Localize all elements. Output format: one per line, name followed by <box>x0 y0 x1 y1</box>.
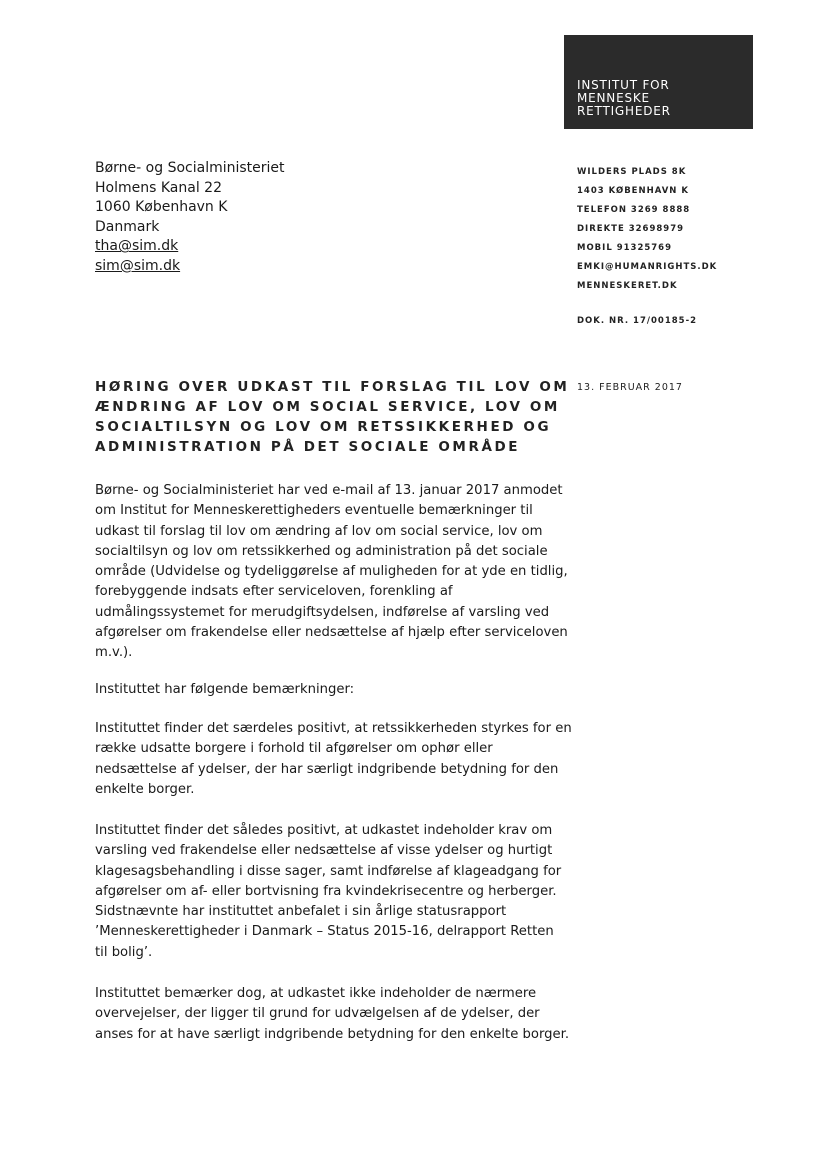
text-line: anses for at have særligt indgribende betydning for den enkelte borger. <box>95 1026 570 1042</box>
text-line: overvejelser, der ligger til grund for udvælgelsen af de ydelser, der <box>95 1006 540 1022</box>
sender-contact-info <box>577 163 717 296</box>
recipient-line: Danmark <box>95 218 160 235</box>
text-line: forebyggende indsats efter serviceloven, forenkling af <box>95 584 453 600</box>
text-line: Børne- og Socialministeriet har ved e-mail af 13. januar 2017 anmodet <box>95 483 563 498</box>
document-number: DOK. NR. 17/00185-2 <box>577 316 698 326</box>
text-line: varsling ved frakendelse eller nedsættelse af visse ydelser og hurtigt <box>95 843 553 859</box>
text-line: nedsættelse af ydelser, der har særligt indgribende betydning for den <box>95 761 559 777</box>
heading-line: SOCIALTILSYN OG LOV OM RETSSIKKERHED OG <box>95 419 552 435</box>
logo-line: RETTIGHEDER <box>577 104 671 118</box>
text-line: ’Menneskerettigheder i Danmark – Status 2015-16, delrapport Retten <box>95 924 554 940</box>
text-line: klagesagsbehandling i disse sager, samt indførelse af klageadgang for <box>95 863 562 879</box>
contact-line: WILDERS PLADS 8K <box>577 167 687 177</box>
heading-line: ÆNDRING AF LOV OM SOCIAL SERVICE, LOV OM <box>95 399 560 415</box>
recipient-line: Holmens Kanal 22 <box>95 179 222 196</box>
text-line: socialtilsyn og lov om retssikkerhed og administration på det sociale <box>95 543 548 559</box>
recipient-email-link[interactable]: sim@sim.dk <box>95 257 181 274</box>
text-line: m.v.). <box>95 645 133 661</box>
text-line: om Institut for Menneskerettigheders eventuelle bemærkninger til <box>95 503 533 519</box>
text-line: afgørelser om af- eller bortvisning fra kvindekrisecentre og herberger. <box>95 883 557 899</box>
contact-line: EMKI@HUMANRIGHTS.DK <box>577 262 718 272</box>
text-line: område (Udvidelse og tydeliggørelse af muligheden for at yde en tidlig, <box>95 564 568 580</box>
heading-line: HØRING OVER UDKAST TIL FORSLAG TIL LOV OM <box>95 379 570 395</box>
logo-line: MENNESKE <box>577 91 650 105</box>
recipient-address <box>95 159 285 277</box>
text-line: enkelte borger. <box>95 781 195 797</box>
contact-line: 1403 KØBENHAVN K <box>577 186 689 196</box>
institute-logo <box>564 35 753 129</box>
text-line: afgørelser om frakendelse eller nedsættelse af hjælp efter serviceloven <box>95 625 568 641</box>
recipient-line: 1060 København K <box>95 199 228 216</box>
letter-date: 13. FEBRUAR 2017 <box>577 382 683 393</box>
contact-line: MENNESKERET.DK <box>577 281 678 291</box>
contact-line: DIREKTE 32698979 <box>577 224 685 234</box>
text-line: Sidstnævnte har instituttet anbefalet i sin årlige statusrapport <box>95 904 507 920</box>
text-line: række udsatte borgere i forhold til afgørelser om ophør eller <box>95 741 493 757</box>
text-line: udmålingssystemet for merudgiftsydelsen, indførelse af varsling ved <box>95 604 550 620</box>
contact-line: MOBIL 91325769 <box>577 243 673 253</box>
paragraph-intro <box>95 481 570 664</box>
recipient-line: Børne- og Socialministeriet <box>95 160 285 176</box>
paragraph-positive-2 <box>95 821 570 963</box>
contact-line: TELEFON 3269 8888 <box>577 205 691 215</box>
logo-line: INSTITUT FOR <box>577 78 670 92</box>
text-line: udkast til forslag til lov om ændring af lov om social service, lov om <box>95 523 543 539</box>
paragraph-remarks-intro <box>95 680 570 700</box>
text-line: Instituttet finder det således positivt, at udkastet indeholder krav om <box>95 823 553 838</box>
text-line: Instituttet bemærker dog, at udkastet ikke indeholder de nærmere <box>95 986 537 1001</box>
paragraph-concern <box>95 984 570 1045</box>
heading-line: ADMINISTRATION PÅ DET SOCIALE OMRÅDE <box>95 439 521 455</box>
text-line: Instituttet finder det særdeles positivt, at retssikkerheden styrkes for en <box>95 721 572 736</box>
letter-heading <box>95 377 570 457</box>
logo-text <box>577 79 671 118</box>
text-line: Instituttet har følgende bemærkninger: <box>95 682 355 697</box>
paragraph-positive-1 <box>95 719 570 800</box>
recipient-email-link[interactable]: tha@sim.dk <box>95 238 179 255</box>
text-line: til bolig’. <box>95 944 153 960</box>
